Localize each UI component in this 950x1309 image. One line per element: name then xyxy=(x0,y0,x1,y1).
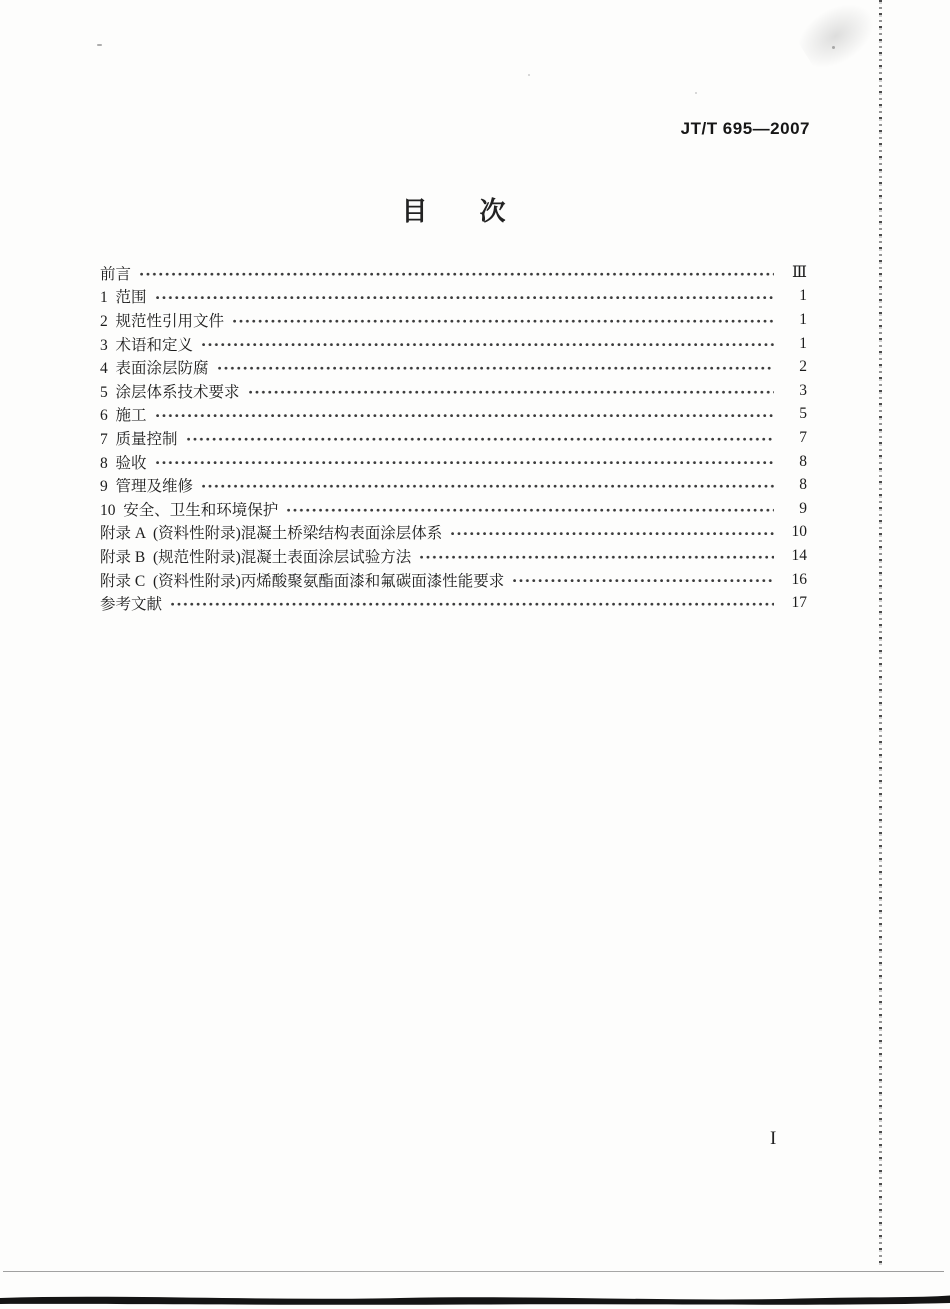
toc-entry-page: 1 xyxy=(799,310,807,328)
scan-speck xyxy=(528,74,530,76)
toc-entry-label: 附录 B (规范性附录)混凝土表面涂层试验方法 xyxy=(100,548,412,566)
toc-entry xyxy=(100,568,807,592)
toc-entry-page: 8 xyxy=(799,476,807,494)
dot-leader xyxy=(187,426,774,450)
dot-leader xyxy=(233,308,774,332)
dot-leader xyxy=(420,544,774,568)
toc-entry-page: 10 xyxy=(791,523,807,541)
toc-entry xyxy=(100,473,807,497)
dot-leader xyxy=(156,450,774,474)
toc-entry-label: 参考文献 xyxy=(100,596,163,614)
toc-entry-page: 1 xyxy=(799,287,807,305)
toc-entry xyxy=(100,591,807,615)
scan-speck xyxy=(832,46,835,49)
dot-leader xyxy=(202,473,774,497)
toc-entry-label: 2 规范性引用文件 xyxy=(100,312,225,330)
toc-entry-label: 9 管理及维修 xyxy=(100,478,194,496)
toc-entry-label: 附录 C (资料性附录)丙烯酸聚氨酯面漆和氟碳面漆性能要求 xyxy=(100,572,505,590)
scan-speck xyxy=(695,92,697,94)
toc-entry-page: 7 xyxy=(799,428,807,446)
scan-bottom-edge xyxy=(0,1292,950,1308)
toc-entry xyxy=(100,497,807,521)
toc-entry-label: 附录 A (资料性附录)混凝土桥梁结构表面涂层体系 xyxy=(100,525,443,543)
dot-leader xyxy=(156,403,774,427)
toc-title: 目 次 xyxy=(401,196,506,226)
toc-entry xyxy=(100,544,807,568)
toc-entry xyxy=(100,521,807,545)
dot-leader xyxy=(202,332,774,356)
toc-entry-label: 前言 xyxy=(100,265,132,283)
toc-entry xyxy=(100,261,807,285)
toc-entry-page: 5 xyxy=(799,405,807,423)
toc-entry-page: 16 xyxy=(791,570,807,588)
scan-smudge xyxy=(791,0,887,78)
dot-leader xyxy=(249,379,774,403)
toc-entry-label: 5 涂层体系技术要求 xyxy=(100,383,240,401)
dot-leader xyxy=(156,285,774,309)
toc-entry-label: 8 验收 xyxy=(100,454,147,472)
dot-leader xyxy=(171,591,774,615)
toc-entry-page: 1 xyxy=(799,334,807,352)
toc-entry xyxy=(100,285,807,309)
toc-list xyxy=(100,261,807,615)
toc-entry-page: Ⅲ xyxy=(792,264,807,282)
toc-entry-page: 2 xyxy=(799,358,807,376)
dot-leader xyxy=(218,355,774,379)
toc-entry-label: 6 施工 xyxy=(100,407,147,425)
toc-entry xyxy=(100,379,807,403)
standard-number: JT/T 695—2007 xyxy=(680,119,810,138)
toc-entry-label: 3 术语和定义 xyxy=(100,336,194,354)
toc-entry xyxy=(100,403,807,427)
toc-entry-page: 14 xyxy=(791,546,807,564)
toc-entry-page: 9 xyxy=(799,499,807,517)
dot-leader xyxy=(513,568,774,592)
toc-entry-label: 4 表面涂层防腐 xyxy=(100,360,209,378)
toc-entry-label: 7 质量控制 xyxy=(100,430,178,448)
scan-thin-line xyxy=(3,1271,944,1272)
dot-leader xyxy=(140,261,774,285)
toc-entry xyxy=(100,426,807,450)
toc-entry-label: 10 安全、卫生和环境保护 xyxy=(100,501,279,519)
toc-entry xyxy=(100,308,807,332)
scan-speck xyxy=(97,44,102,46)
dot-leader xyxy=(287,497,774,521)
scan-edge-line xyxy=(879,0,882,1268)
toc-entry-page: 8 xyxy=(799,452,807,470)
toc-entry xyxy=(100,332,807,356)
footer-page-number: I xyxy=(770,1128,777,1149)
toc-entry-label: 1 范围 xyxy=(100,289,147,307)
toc-entry xyxy=(100,450,807,474)
toc-entry-page: 3 xyxy=(799,381,807,399)
toc-entry xyxy=(100,355,807,379)
dot-leader xyxy=(451,521,774,545)
toc-entry-page: 17 xyxy=(791,594,807,612)
